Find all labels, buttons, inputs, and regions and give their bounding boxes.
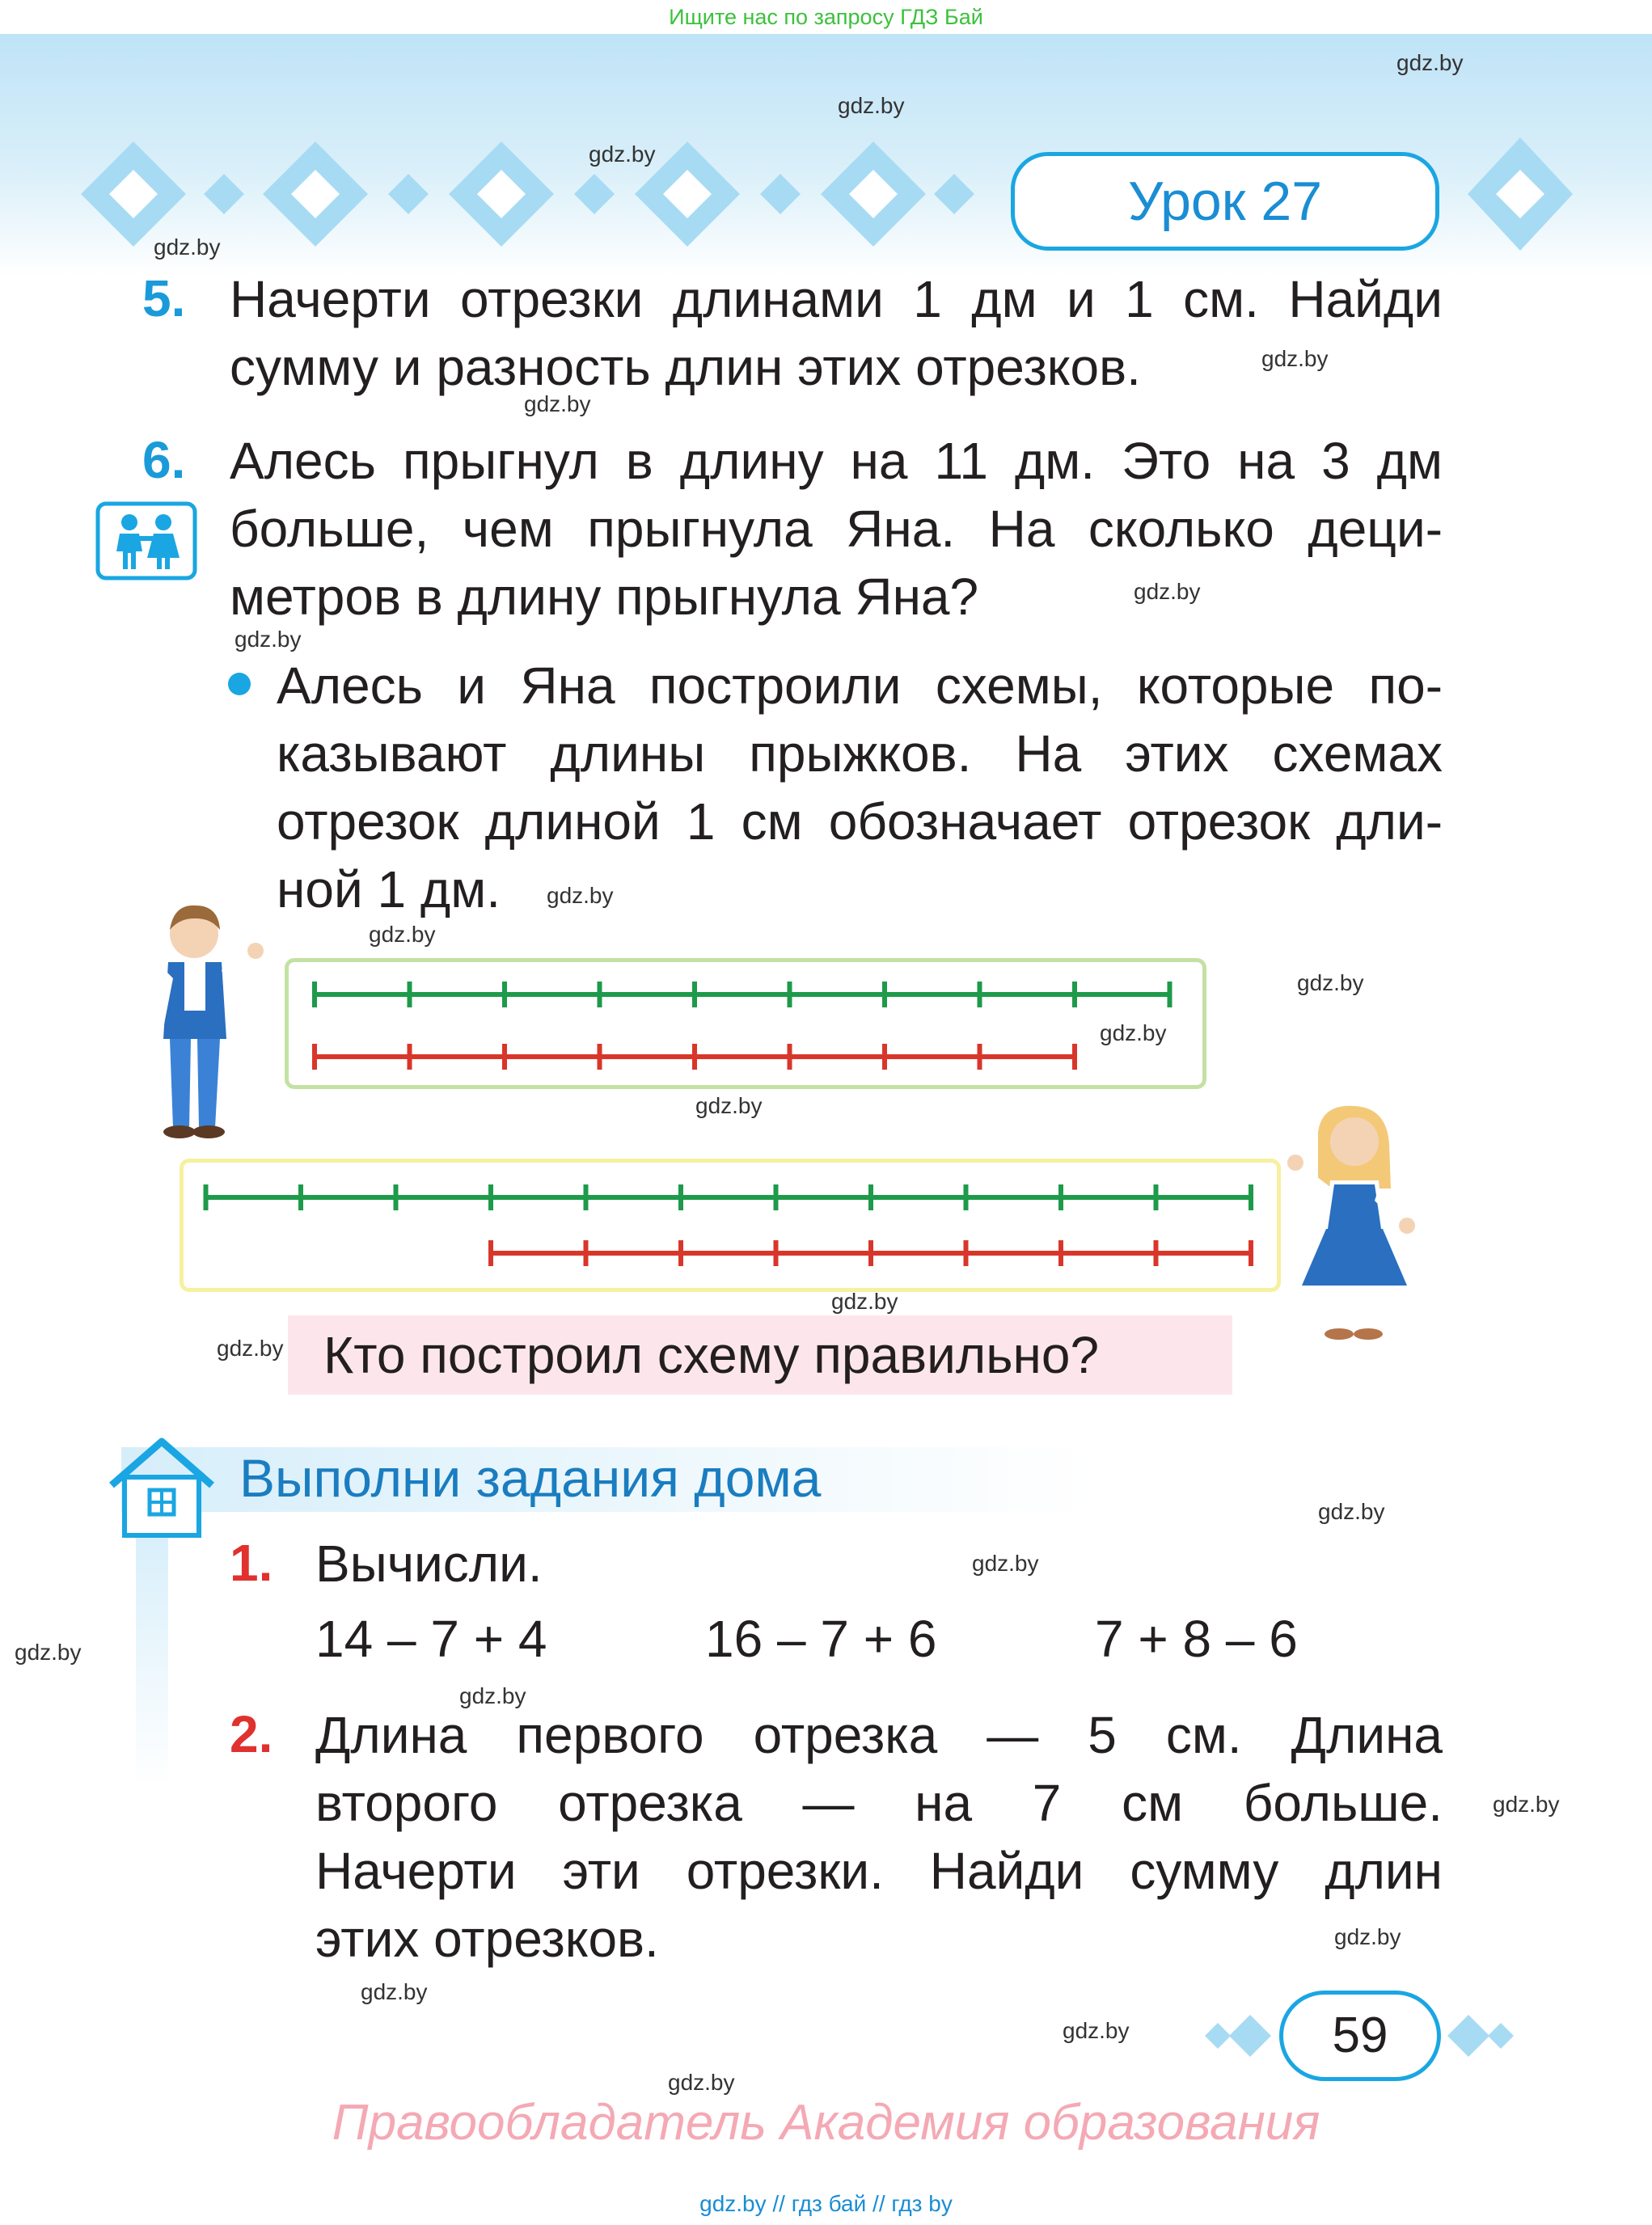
text-line: сумму и разность длин этих отрезков. (230, 338, 1141, 396)
girl-illustration (1286, 1100, 1431, 1342)
watermark: gdz.by (1493, 1792, 1560, 1817)
text-line: больше, чем прыгнула Яна. На сколько деци- (230, 500, 1443, 558)
ornament-right (1464, 133, 1577, 255)
text-line: Начерти эти отрезки. Найди сумму длин (315, 1842, 1443, 1900)
expression: 16 – 7 + 6 (705, 1610, 937, 1668)
watermark: gdz.by (361, 1979, 428, 2004)
text-line: Начерти отрезки длинами 1 дм и 1 см. Найди (230, 270, 1443, 328)
pair-work-icon (95, 501, 197, 581)
watermark: gdz.by (1134, 579, 1201, 604)
watermark: gdz.by (547, 883, 614, 908)
watermark: gdz.by (972, 1551, 1039, 1576)
scheme-girl (180, 1159, 1281, 1292)
task-6-bullet-text (277, 652, 1443, 923)
watermark: gdz.by (668, 2070, 735, 2095)
scheme-boy-segments (289, 962, 1202, 1085)
task-5-text (230, 265, 1443, 401)
text-line: казывают длины прыжков. На этих схемах (277, 724, 1443, 783)
scheme-girl-segments (184, 1163, 1277, 1288)
house-icon (105, 1435, 218, 1540)
watermark: gdz.by (838, 93, 905, 118)
top-banner: Ищите нас по запросу ГДЗ Бай (669, 5, 983, 29)
page-number: 59 (1279, 1991, 1441, 2081)
text-line: второго отрезка — на 7 см больше. (315, 1774, 1443, 1832)
watermark: gdz.by (459, 1683, 526, 1708)
text-line: метров в длину прыгнула Яна? (230, 568, 979, 626)
question-box: Кто построил схему правильно? (288, 1315, 1232, 1395)
watermark: gdz.by (234, 627, 302, 652)
task-6-text (230, 427, 1443, 631)
task-number: 6. (142, 431, 186, 489)
watermark: gdz.by (154, 234, 221, 260)
text-line: ной 1 дм. (277, 860, 501, 918)
watermark: gdz.by (589, 141, 656, 167)
lesson-title: Урок 27 (1011, 152, 1439, 251)
watermark: gdz.by (695, 1093, 763, 1118)
watermark: gdz.by (1297, 970, 1364, 995)
task-number: 1. (230, 1534, 273, 1592)
text-line: этих отрезков. (315, 1910, 659, 1968)
home-task-2-text (315, 1701, 1443, 1973)
watermark: gdz.by (1100, 1020, 1167, 1045)
watermark: gdz.by (524, 391, 591, 416)
expression: 7 + 8 – 6 (1095, 1610, 1298, 1668)
bullet-point (228, 673, 251, 695)
watermark: gdz.by (831, 1289, 898, 1314)
boy-illustration (137, 897, 267, 1140)
watermark: gdz.by (1261, 346, 1329, 371)
footer-links: gdz.by // гдз бай // гдз by (699, 2191, 953, 2216)
home-title: Выполни задания дома (239, 1448, 822, 1508)
watermark: gdz.by (1334, 1924, 1401, 1949)
watermark: gdz.by (1063, 2018, 1130, 2043)
scheme-boy (285, 958, 1206, 1089)
text-line: Длина первого отрезка — 5 см. Длина (315, 1706, 1443, 1764)
task-number: 2. (230, 1705, 273, 1763)
text-line: отрезок длиной 1 см обозначает отрезок дли- (277, 792, 1443, 851)
watermark: gdz.by (1318, 1499, 1385, 1524)
text-line: Алесь и Яна построили схемы, которые по- (277, 657, 1443, 715)
watermark: gdz.by (217, 1336, 284, 1361)
home-strip (136, 1520, 168, 1787)
watermark: gdz.by (369, 922, 436, 947)
text-line: Алесь прыгнул в длину на 11 дм. Это на 3 дм (230, 432, 1443, 490)
watermark: gdz.by (15, 1640, 82, 1665)
watermark: gdz.by (1396, 50, 1464, 75)
copyright-notice: Правообладатель Академия образования (332, 2095, 1320, 2151)
task-number: 5. (142, 269, 186, 327)
home-task-1-text: Вычисли. (315, 1535, 543, 1593)
expression: 14 – 7 + 4 (315, 1610, 547, 1668)
